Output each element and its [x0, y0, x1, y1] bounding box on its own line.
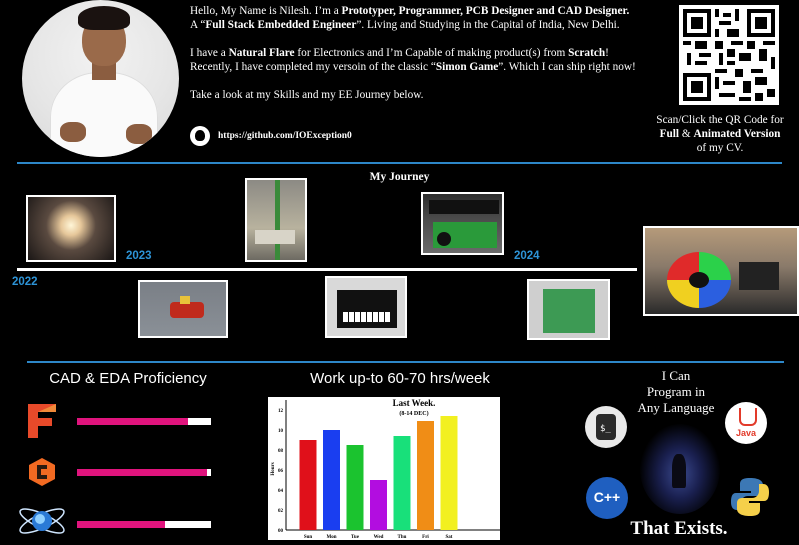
chart-xlabel-thu: Thu [397, 535, 407, 540]
qr-caption: Scan/Click the QR Code for Full & Animated Version of my CV. [656, 114, 784, 154]
divider-bottom [27, 361, 784, 363]
kicad-bar-fill [77, 521, 165, 528]
chart-subtitle: (8-14 DEC) [399, 411, 429, 417]
skills-prompt: Take a look at my Skills and my EE Journey below. [190, 89, 424, 101]
year-2023: 2023 [126, 250, 152, 262]
hours-chart [268, 397, 500, 540]
chart-ytick: 08 [278, 449, 283, 454]
languages-footer: That Exists. [630, 518, 728, 539]
eagle-icon [26, 456, 62, 492]
kicad-bar [77, 521, 211, 528]
chart-title: Last Week. [392, 398, 436, 408]
profile-photo [22, 0, 179, 157]
hours-chart-svg [268, 397, 500, 540]
journey-photo-circuit [138, 280, 228, 338]
journey-photo-led [26, 195, 116, 262]
github-link[interactable]: https://github.com/IOException0 [190, 126, 352, 146]
chart-xlabel-wed: Wed [373, 535, 384, 540]
cad-title: CAD & EDA Proficiency [49, 370, 207, 387]
chart-xlabel-mon: Mon [326, 535, 337, 540]
galaxy-graphic [640, 424, 720, 514]
github-icon [190, 126, 210, 146]
work-title: Work up-to 60-70 hrs/week [310, 370, 490, 387]
chart-ylabel: Hours [271, 462, 276, 476]
chart-bar-mon [323, 430, 340, 530]
java-icon: Java [725, 402, 767, 444]
chart-ytick: 04 [278, 489, 283, 494]
kicad-icon [16, 502, 68, 538]
journey-photo-bench [245, 178, 307, 262]
chart-bar-sun [300, 440, 317, 530]
journey-title: My Journey [369, 171, 430, 183]
chart-bar-fri [417, 421, 434, 530]
chart-ytick: 12 [278, 409, 283, 414]
chart-ytick: 00 [278, 529, 283, 534]
chart-bar-sat [441, 416, 458, 530]
fusion360-bar-fill [77, 418, 188, 425]
fusion360-icon [24, 400, 60, 436]
chart-bar-tue [347, 445, 364, 530]
timeline-line [17, 268, 637, 271]
journey-photo-simon-game [643, 226, 799, 316]
qr-code[interactable] [679, 5, 779, 105]
year-2024: 2024 [514, 250, 540, 262]
journey-photo-pcb-assembled [421, 192, 504, 255]
python-icon [728, 475, 772, 519]
chart-xlabel-sun: Sun [303, 535, 313, 540]
shell-icon: $_ [585, 406, 627, 448]
year-2022: 2022 [12, 276, 38, 288]
chart-ytick: 10 [278, 429, 283, 434]
cpp-icon: C++ [586, 477, 628, 519]
intro-text: Hello, My Name is Nilesh. I’m a Prototyper, Programmer, PCB Designer and CAD Designer. A “Full Stack Embedded Engineer”. Living and Studying in the Capital of India, New Delhi. I have a Natural Flare for Electronics and I’m Capable of making product(s) from Scratch! Recently, I have completed my versoin of the classic “Simon Game”. Which I can ship right now! Take a look at my Skills and my EE Journey below. [190, 4, 650, 116]
languages-title: I Can Program in Any Language [637, 368, 715, 415]
journey-photo-pcb-board [527, 279, 610, 340]
chart-bar-thu [394, 436, 411, 530]
eagle-bar [77, 469, 211, 476]
fusion360-bar [77, 418, 211, 425]
journey-photo-piano [325, 276, 407, 338]
divider-top [17, 162, 782, 164]
chart-ytick: 02 [278, 509, 283, 514]
chart-xlabel-fri: Fri [422, 535, 429, 540]
eagle-bar-fill [77, 469, 207, 476]
chart-bar-wed [370, 480, 387, 530]
chart-ytick: 06 [278, 469, 283, 474]
chart-xlabel-tue: Tue [351, 535, 359, 540]
chart-xlabel-sat: Sat [445, 535, 453, 540]
